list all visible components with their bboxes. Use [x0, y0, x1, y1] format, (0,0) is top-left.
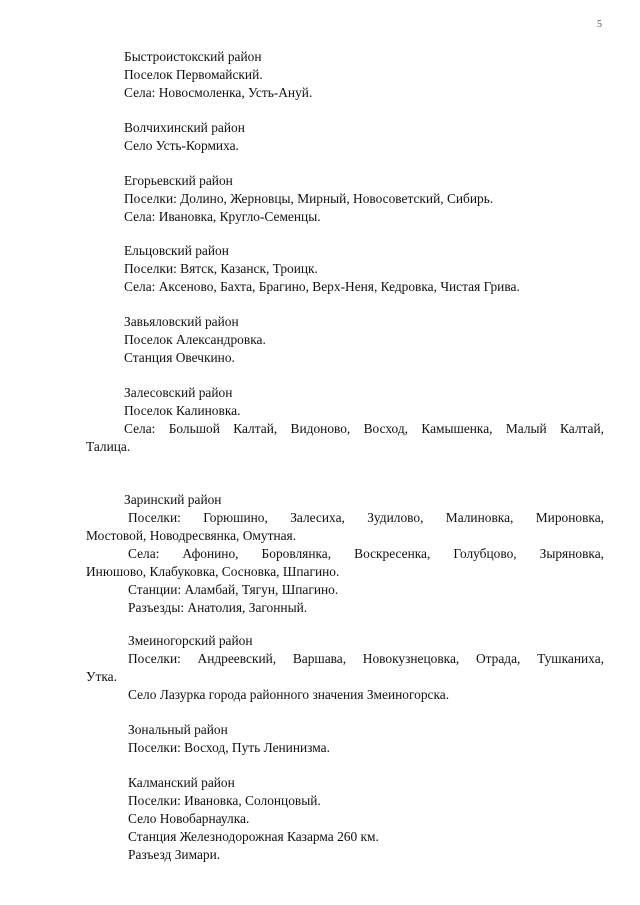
- section-title: Заринский район: [124, 492, 222, 507]
- settlement-line-continuation: Инюшово, Клабуковка, Сосновка, Шпагино.: [86, 564, 340, 579]
- settlement-line: Село Новобарнаулка.: [128, 811, 250, 826]
- section-eltsovsky: [0, 242, 640, 296]
- settlement-line: Станция Железнодорожная Казарма 260 км.: [128, 829, 379, 844]
- settlement-line: Разъезд Зимари.: [128, 847, 221, 862]
- settlement-line: Поселки: Ивановка, Солонцовый.: [128, 793, 321, 808]
- settlement-line-continuation: Талица.: [86, 439, 131, 454]
- settlement-line: Село Лазурка города районного значения Змеиногорска.: [128, 687, 450, 702]
- settlement-line: Станция Овечкино.: [124, 350, 235, 365]
- settlement-line: Поселок Калиновка.: [124, 403, 241, 418]
- settlement-line: Поселки: Восход, Путь Ленинизма.: [128, 740, 330, 755]
- settlement-line: Разъезды: Анатолия, Загонный.: [128, 600, 308, 615]
- settlement-line: Поселок Первомайский.: [124, 67, 263, 82]
- settlement-line: Поселки: Горюшино, Залесиха, Зудилово, Малиновка, Мироновка,: [128, 510, 604, 525]
- settlement-line: Село Усть-Кормиха.: [124, 138, 239, 153]
- section-title: Змеиногорский район: [128, 633, 253, 648]
- section-title: Волчихинский район: [124, 120, 245, 135]
- section-zavyalovsky: [0, 313, 640, 367]
- section-kalmansky: [0, 774, 640, 864]
- settlement-line: Поселки: Вятск, Казанск, Троицк.: [124, 261, 318, 276]
- page-number: 5: [597, 19, 602, 30]
- settlement-line: Села: Большой Калтай, Видоново, Восход, Камышенка, Малый Калтай,: [124, 421, 604, 436]
- settlement-line: Села: Ивановка, Кругло-Семенцы.: [124, 209, 321, 224]
- section-zmeinogorsky: [0, 632, 640, 704]
- settlement-line: Села: Новосмоленка, Усть-Ануй.: [124, 85, 313, 100]
- section-zalesovsky: [0, 384, 640, 456]
- section-volchikhinsky: [0, 119, 640, 155]
- section-zonalny: [0, 721, 640, 757]
- settlement-line: Поселки: Андреевский, Варшава, Новокузнецовка, Отрада, Тушканиха,: [128, 651, 604, 666]
- settlement-line: Поселок Александровка.: [124, 332, 266, 347]
- settlement-line: Села: Аксеново, Бахта, Брагино, Верх-Неня, Кедровка, Чистая Грива.: [124, 279, 520, 294]
- section-title: Завьяловский район: [124, 314, 239, 329]
- settlement-line-continuation: Утка.: [86, 669, 117, 684]
- settlement-line-continuation: Мостовой, Новодресвянка, Омутная.: [86, 528, 297, 543]
- section-title: Егорьевский район: [124, 173, 233, 188]
- section-title: Калманский район: [128, 775, 235, 790]
- settlement-line: Села: Афонино, Боровлянка, Воскресенка, Голубцово, Зыряновка,: [128, 546, 604, 561]
- section-title: Ельцовский район: [124, 243, 229, 258]
- section-title: Быстроистокский район: [124, 49, 262, 64]
- section-title: Зональный район: [128, 722, 228, 737]
- settlement-line: Поселки: Долино, Жерновцы, Мирный, Новосоветский, Сибирь.: [124, 191, 494, 206]
- section-title: Залесовский район: [124, 385, 233, 400]
- settlement-line: Станции: Аламбай, Тягун, Шпагино.: [128, 582, 339, 597]
- section-bystroistoksky: [0, 48, 640, 102]
- section-egoryevsky: [0, 172, 640, 226]
- section-zarinsky: [0, 491, 640, 617]
